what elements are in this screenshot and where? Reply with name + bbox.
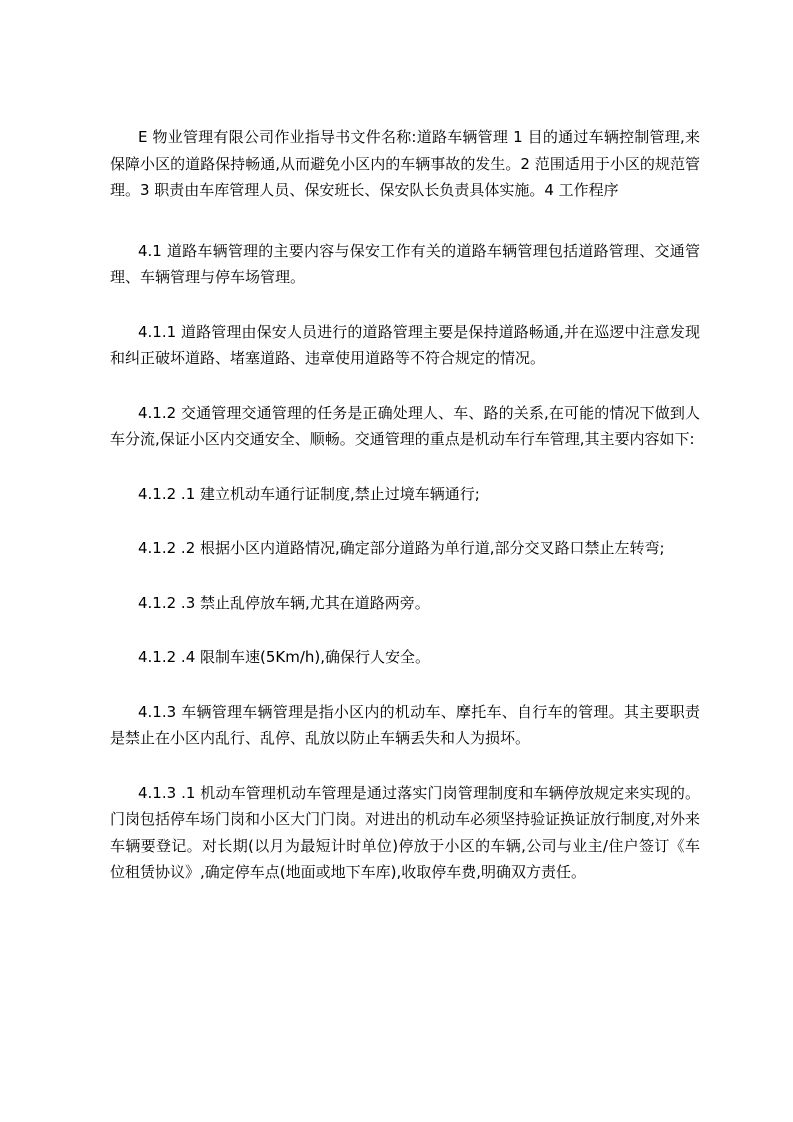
paragraph-4-1-2: 4.1.2 交通管理交通管理的任务是正确处理人、车、路的关系,在可能的情况下做到人车分流,保证小区内交通安全、顺畅。交通管理的重点是机动车行车管理,其主要内容如下: — [110, 403, 700, 448]
paragraph-4-1-1: 4.1.1 道路管理由保安人员进行的道路管理主要是保持道路畅通,并在巡逻中注意发现和纠正破坏道路、堵塞道路、违章使用道路等不符合规定的情况。 — [110, 322, 700, 367]
paragraph-intro: E 物业管理有限公司作业指导书文件名称:道路车辆管理 1 目的通过车辆控制管理,来保障小区的道路保持畅通,从而避免小区内的车辆事故的发生。2 范围适用于小区的规范管理。3 职责由车库管理人员、保安班长、保安队长负责具体实施。4 工作程序 — [110, 128, 700, 199]
paragraph-4-1-2-3: 4.1.2 .3 禁止乱停放车辆,尤其在道路两旁。 — [138, 593, 430, 612]
paragraph-4-1-2-4: 4.1.2 .4 限制车速(5Km/h),确保行人安全。 — [138, 648, 431, 666]
paragraph-4-1-2-1: 4.1.2 .1 建立机动车通行证制度,禁止过境车辆通行; — [138, 484, 480, 503]
paragraph-4-1: 4.1 道路车辆管理的主要内容与保安工作有关的道路车辆管理包括道路管理、交通管理、车辆管理与停车场管理。 — [110, 241, 700, 286]
document-body — [110, 124, 700, 914]
paragraph-4-1-2-2: 4.1.2 .2 根据小区内道路情况,确定部分道路为单行道,部分交叉路口禁止左转弯; — [138, 539, 665, 557]
paragraph-4-1-3: 4.1.3 车辆管理车辆管理是指小区内的机动车、摩托车、自行车的管理。其主要职责是禁止在小区内乱行、乱停、乱放以防止车辆丢失和人为损坏。 — [110, 702, 700, 747]
paragraph-4-1-3-1: 4.1.3 .1 机动车管理机动车管理是通过落实门岗管理制度和车辆停放规定来实现的。门岗包括停车场门岗和小区大门门岗。对进出的机动车必须坚持验证换证放行制度,对外来车辆要登记。对长期(以月为最短计时单位)停放于小区的车辆,公司与业主/住户签订《车位租赁协议》,确定停车点(地面或地下车库),收取停车费,明确双方责任。 — [110, 783, 700, 881]
